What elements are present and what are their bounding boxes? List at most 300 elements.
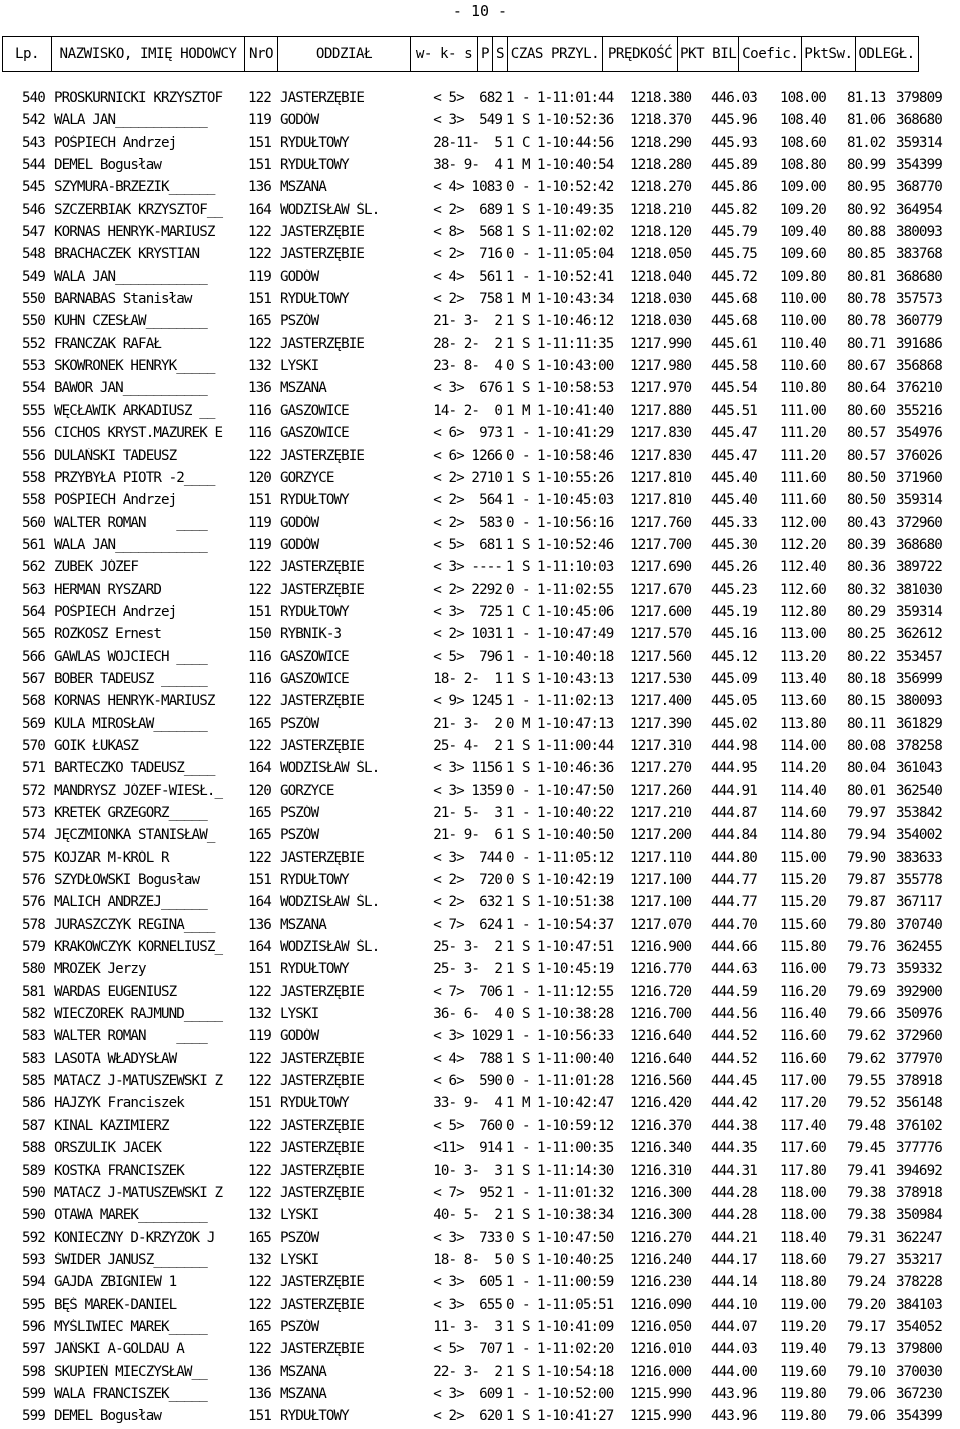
row-czas: 1-10:54:37 [537,916,614,933]
row-s: - [522,849,530,866]
row-czas: 1-11:02:02 [537,224,614,241]
row-p: 1 [506,1162,514,1179]
row-nro: 164 [248,939,271,956]
row-predkosc: 1217.200 [630,827,692,844]
row-s: S [522,1251,530,1268]
row-nro: 119 [248,112,271,129]
row-odleglosc: 370030 [896,1363,942,1380]
row-odleglosc: 357573 [896,291,942,308]
row-wks: < 2> 689 [433,201,502,218]
table-row [16,870,958,892]
row-p: 0 [506,1117,514,1134]
row-nro: 116 [248,648,271,665]
row-wks: 21- 5- 3 [433,805,502,821]
row-predkosc: 1217.970 [630,380,692,397]
table-row [16,1250,958,1272]
row-pkt-bil: 444.28 [711,1184,757,1201]
row-predkosc: 1216.000 [630,1363,692,1380]
row-breeder-name: POŚPIECH Andrzej [54,492,177,509]
row-coefic: 112.40 [780,559,826,576]
row-odleglosc: 376102 [896,1117,942,1134]
row-p: 0 [506,581,514,598]
row-pkt-bil: 444.98 [711,737,757,754]
table-row [16,580,958,602]
row-breeder-name: MATACZ J-MATUSZEWSKI Z [54,1184,223,1201]
row-coefic: 111.60 [780,492,826,509]
row-odleglosc: 384103 [896,1296,942,1313]
row-pktsw: 81.06 [847,112,886,129]
row-predkosc: 1217.110 [630,849,692,866]
row-pkt-bil: 444.14 [711,1274,757,1291]
row-nro: 165 [248,827,271,844]
header-p: P [478,37,493,72]
row-breeder-name: KOJZAR M-KRÓL R [54,849,169,866]
row-oddzial: RYDUŁTOWY [280,291,349,308]
row-czas: 1-11:01:32 [537,1184,614,1201]
row-breeder-name: KORNAS HENRYK-MARIUSZ [54,224,215,241]
row-czas: 1-11:00:59 [537,1274,614,1291]
row-predkosc: 1217.810 [630,469,692,486]
row-pktsw: 79.06 [847,1408,886,1425]
row-wks: < 2> 620 [433,1408,502,1425]
header-predkosc: PRĘDKOŚĆ [603,37,678,72]
row-breeder-name: KORNAS HENRYK-MARIUSZ [54,693,215,710]
row-p: 1 [506,492,514,509]
row-odleglosc: 359332 [896,961,942,978]
row-nro: 151 [248,134,271,151]
row-lp: 568 [22,693,45,710]
row-predkosc: 1216.270 [630,1229,692,1246]
row-coefic: 116.60 [780,1028,826,1045]
row-oddzial: JASTERZĘBIE [280,1117,365,1134]
row-s: - [522,916,530,933]
row-oddzial: GODÓW [280,514,319,531]
row-czas: 1-10:41:40 [537,402,614,419]
row-pkt-bil: 444.77 [711,872,757,889]
row-predkosc: 1216.720 [630,983,692,1000]
row-czas: 1-10:46:12 [537,313,614,330]
row-coefic: 119.80 [780,1385,826,1402]
row-lp: 583 [22,1028,45,1045]
row-breeder-name: WĘCŁAWIK ARKADIUSZ __ [54,402,215,419]
row-pkt-bil: 445.93 [711,134,757,151]
header-coefic: Coefic. [739,37,802,72]
row-p: 1 [506,90,514,106]
row-breeder-name: KRETEK GRZEGORZ_____ [54,805,207,821]
row-pkt-bil: 444.10 [711,1296,757,1313]
row-coefic: 110.00 [780,313,826,330]
row-lp: 598 [22,1363,45,1380]
table-row [16,602,958,624]
row-predkosc: 1218.210 [630,201,692,218]
table-row [16,155,958,177]
row-nro: 122 [248,1050,271,1067]
row-nro: 122 [248,1162,271,1179]
row-coefic: 113.40 [780,670,826,687]
row-lp: 556 [22,447,45,464]
row-nro: 122 [248,1117,271,1134]
row-s: S [522,939,530,956]
table-row [16,781,958,803]
row-nro: 122 [248,1073,271,1090]
row-oddzial: GASZOWICE [280,425,349,442]
row-p: 0 [506,514,514,531]
row-pkt-bil: 445.72 [711,268,757,285]
row-p: 1 [506,1408,514,1425]
row-coefic: 109.60 [780,246,826,263]
row-lp: 550 [22,291,45,308]
row-pktsw: 79.55 [847,1073,886,1090]
row-lp: 566 [22,648,45,665]
row-wks: < 3> 549 [433,112,502,129]
row-s: - [522,1184,530,1201]
row-s: M [522,715,530,732]
row-wks: < 4> 561 [433,268,502,285]
row-coefic: 113.20 [780,648,826,665]
row-breeder-name: BRACHACZEK KRYSTIAN [54,246,200,263]
table-row [16,423,958,445]
row-nro: 122 [248,1296,271,1313]
row-oddzial: MSZANA [280,916,326,933]
row-pktsw: 79.90 [847,849,886,866]
row-czas: 1-10:40:25 [537,1251,614,1268]
row-predkosc: 1218.380 [630,90,692,106]
row-wks: 14- 2- 0 [433,402,502,419]
row-pkt-bil: 445.12 [711,648,757,665]
row-wks: <11> 914 [433,1140,502,1157]
table-row [16,848,958,870]
row-coefic: 111.60 [780,469,826,486]
row-breeder-name: DEMEL Bogusław [54,1408,161,1425]
row-odleglosc: 371960 [896,469,942,486]
row-predkosc: 1217.990 [630,335,692,352]
row-s: M [522,1095,530,1112]
row-czas: 1-10:43:00 [537,358,614,375]
row-odleglosc: 359314 [896,492,942,509]
row-pktsw: 79.06 [847,1385,886,1402]
row-pkt-bil: 445.58 [711,358,757,375]
results-list [16,88,958,1429]
row-pktsw: 79.10 [847,1363,886,1380]
row-breeder-name: GAJDA ZBIGNIEW 1 [54,1274,177,1291]
row-czas: 1-11:11:35 [537,335,614,352]
row-s: S [522,335,530,352]
row-p: 1 [506,805,514,821]
row-oddzial: JASTERZĘBIE [280,1050,365,1067]
row-p: 1 [506,693,514,710]
row-pkt-bil: 445.75 [711,246,757,263]
row-pkt-bil: 444.56 [711,1006,757,1023]
row-lp: 588 [22,1140,45,1157]
table-row [16,557,958,579]
table-row [16,915,958,937]
row-odleglosc: 355216 [896,402,942,419]
row-wks: < 3> 1359 [433,782,502,799]
row-p: 1 [506,536,514,553]
row-breeder-name: DEMEL Bogusław [54,157,161,174]
row-breeder-name: HERMAN RYSZARD [54,581,161,598]
row-nro: 164 [248,201,271,218]
table-row [16,1205,958,1227]
row-p: 1 [506,380,514,397]
row-s: S [522,536,530,553]
row-p: 1 [506,1341,514,1358]
row-nro: 165 [248,1318,271,1335]
table-row [16,691,958,713]
row-nro: 165 [248,715,271,732]
row-oddzial: GODÓW [280,112,319,129]
table-row [16,803,958,825]
column-header-row [2,36,919,72]
row-wks: 21- 3- 2 [433,715,502,732]
row-czas: 1-10:41:27 [537,1408,614,1425]
row-p: 0 [506,358,514,375]
row-breeder-name: BĘŚ MAREK-DANIEL [54,1296,177,1313]
row-czas: 1-10:52:36 [537,112,614,129]
row-pktsw: 80.04 [847,760,886,777]
row-pkt-bil: 444.42 [711,1095,757,1112]
row-wks: < 5> 796 [433,648,502,665]
row-nro: 116 [248,402,271,419]
row-coefic: 118.00 [780,1207,826,1224]
row-lp: 569 [22,715,45,732]
table-row [16,1228,958,1250]
row-breeder-name: SZCZERBIAK KRZYSZTOF__ [54,201,223,218]
row-oddzial: JASTERZĘBIE [280,335,365,352]
row-p: 1 [506,1028,514,1045]
row-czas: 1-10:38:28 [537,1006,614,1023]
row-nro: 119 [248,536,271,553]
row-coefic: 111.00 [780,402,826,419]
row-wks: < 6> 1266 [433,447,502,464]
row-coefic: 115.20 [780,872,826,889]
row-s: S [522,201,530,218]
row-odleglosc: 368680 [896,112,942,129]
row-p: 0 [506,246,514,263]
row-wks: < 2> 632 [433,894,502,911]
row-wks: 11- 3- 3 [433,1318,502,1335]
row-s: C [522,134,530,151]
table-row [16,959,958,981]
row-p: 1 [506,939,514,956]
row-czas: 1-10:55:26 [537,469,614,486]
row-coefic: 108.60 [780,134,826,151]
row-s: S [522,1408,530,1425]
table-row [16,490,958,512]
row-p: 1 [506,961,514,978]
row-oddzial: JASTERZĘBIE [280,1162,365,1179]
row-odleglosc: 367230 [896,1385,942,1402]
row-lp: 546 [22,201,45,218]
row-pktsw: 80.32 [847,581,886,598]
row-czas: 1-10:40:22 [537,805,614,821]
row-coefic: 114.00 [780,737,826,754]
row-odleglosc: 383633 [896,849,942,866]
row-czas: 1-10:49:35 [537,201,614,218]
row-czas: 1-10:41:09 [537,1318,614,1335]
row-breeder-name: MALICH ANDRZEJ______ [54,894,207,911]
row-odleglosc: 361829 [896,715,942,732]
row-breeder-name: KONIECZNY D-KRZYŻOK J [54,1229,215,1246]
row-odleglosc: 392900 [896,983,942,1000]
row-oddzial: PSZÓW [280,1229,319,1246]
row-coefic: 112.60 [780,581,826,598]
row-odleglosc: 362247 [896,1229,942,1246]
row-odleglosc: 353457 [896,648,942,665]
row-odleglosc: 370740 [896,916,942,933]
row-nro: 150 [248,626,271,643]
row-lp: 548 [22,246,45,263]
row-pkt-bil: 444.66 [711,939,757,956]
row-oddzial: JASTERZĘBIE [280,1184,365,1201]
row-lp: 595 [22,1296,45,1313]
row-wks: < 2> 720 [433,872,502,889]
row-czas: 1-11:00:40 [537,1050,614,1067]
row-nro: 122 [248,581,271,598]
row-p: 1 [506,134,514,151]
row-wks: < 3> 744 [433,849,502,866]
row-odleglosc: 359314 [896,134,942,151]
row-p: 1 [506,1140,514,1157]
row-p: 1 [506,737,514,754]
row-czas: 1-11:01:44 [537,90,614,106]
row-czas: 1-10:52:46 [537,536,614,553]
row-s: M [522,157,530,174]
row-lp: 550 [22,313,45,330]
row-wks: 23- 8- 4 [433,358,502,375]
row-odleglosc: 350976 [896,1006,942,1023]
row-wks: < 3> 725 [433,603,502,620]
row-pktsw: 79.20 [847,1296,886,1313]
row-czas: 1-10:40:54 [537,157,614,174]
row-wks: 36- 6- 4 [433,1006,502,1023]
row-lp: 561 [22,536,45,553]
row-wks: < 5> 760 [433,1117,502,1134]
row-odleglosc: 368770 [896,179,942,196]
row-predkosc: 1217.310 [630,737,692,754]
row-pktsw: 80.64 [847,380,886,397]
row-lp: 545 [22,179,45,196]
row-odleglosc: 383768 [896,246,942,263]
row-breeder-name: MYŚLIWIEC MAREK_____ [54,1318,207,1335]
row-pkt-bil: 445.68 [711,313,757,330]
row-nro: 119 [248,514,271,531]
row-lp: 574 [22,827,45,844]
row-p: 0 [506,782,514,799]
row-wks: < 3> 609 [433,1385,502,1402]
row-pkt-bil: 445.40 [711,492,757,509]
row-pkt-bil: 445.09 [711,670,757,687]
row-pkt-bil: 444.84 [711,827,757,844]
table-row [16,892,958,914]
row-coefic: 115.20 [780,894,826,911]
table-row [16,982,958,1004]
row-wks: 33- 9- 4 [433,1095,502,1112]
row-wks: 28-11- 5 [433,134,502,151]
row-p: 1 [506,648,514,665]
row-oddzial: JASTERZĘBIE [280,1274,365,1291]
row-predkosc: 1217.530 [630,670,692,687]
row-coefic: 111.20 [780,447,826,464]
row-oddzial: JASTERZĘBIE [280,1140,365,1157]
row-coefic: 119.60 [780,1363,826,1380]
row-predkosc: 1216.640 [630,1028,692,1045]
row-oddzial: JASTERZĘBIE [280,447,365,464]
row-pktsw: 80.36 [847,559,886,576]
row-wks: 10- 3- 3 [433,1162,502,1179]
row-coefic: 112.00 [780,514,826,531]
row-lp: 553 [22,358,45,375]
row-nro: 165 [248,805,271,821]
table-row [16,937,958,959]
table-row [16,177,958,199]
row-nro: 136 [248,380,271,397]
row-oddzial: LYSKI [280,358,319,375]
row-breeder-name: KINAL KAZIMIERZ [54,1117,169,1134]
row-pkt-bil: 444.45 [711,1073,757,1090]
row-nro: 122 [248,1341,271,1358]
row-lp: 547 [22,224,45,241]
row-pkt-bil: 445.47 [711,425,757,442]
row-p: 1 [506,291,514,308]
row-pkt-bil: 445.89 [711,157,757,174]
row-wks: < 3> 605 [433,1274,502,1291]
row-pktsw: 80.01 [847,782,886,799]
row-s: S [522,1229,530,1246]
row-pkt-bil: 445.05 [711,693,757,710]
row-pkt-bil: 445.30 [711,536,757,553]
row-breeder-name: WALTER ROMAN ____ [54,514,207,531]
row-predkosc: 1218.030 [630,291,692,308]
row-oddzial: JASTERZĘBIE [280,693,365,710]
row-oddzial: GODÓW [280,1028,319,1045]
row-s: - [522,626,530,643]
table-row [16,535,958,557]
row-pkt-bil: 444.07 [711,1318,757,1335]
row-lp: 562 [22,559,45,576]
row-pktsw: 80.67 [847,358,886,375]
row-nro: 119 [248,1028,271,1045]
row-wks: 25- 3- 2 [433,961,502,978]
row-p: 1 [506,425,514,442]
row-oddzial: MSZANA [280,1363,326,1380]
row-coefic: 116.00 [780,961,826,978]
row-p: 0 [506,1229,514,1246]
row-s: - [522,648,530,665]
row-predkosc: 1217.880 [630,402,692,419]
row-s: S [522,1162,530,1179]
row-wks: 22- 3- 2 [433,1363,502,1380]
row-czas: 1-11:05:12 [537,849,614,866]
row-oddzial: JASTERZĘBIE [280,983,365,1000]
row-pktsw: 80.88 [847,224,886,241]
row-nro: 151 [248,291,271,308]
page-number: - 10 - [452,2,508,20]
table-row [16,200,958,222]
table-row [16,736,958,758]
table-row [16,714,958,736]
table-row [16,1071,958,1093]
row-coefic: 110.60 [780,358,826,375]
row-breeder-name: WALA JAN____________ [54,536,207,553]
row-oddzial: PSZÓW [280,805,319,821]
row-pktsw: 81.02 [847,134,886,151]
row-nro: 136 [248,916,271,933]
row-s: S [522,559,530,576]
row-odleglosc: 380093 [896,224,942,241]
table-row [16,1049,958,1071]
row-breeder-name: SKUPIEŃ MIECZYSŁAW__ [54,1363,207,1380]
